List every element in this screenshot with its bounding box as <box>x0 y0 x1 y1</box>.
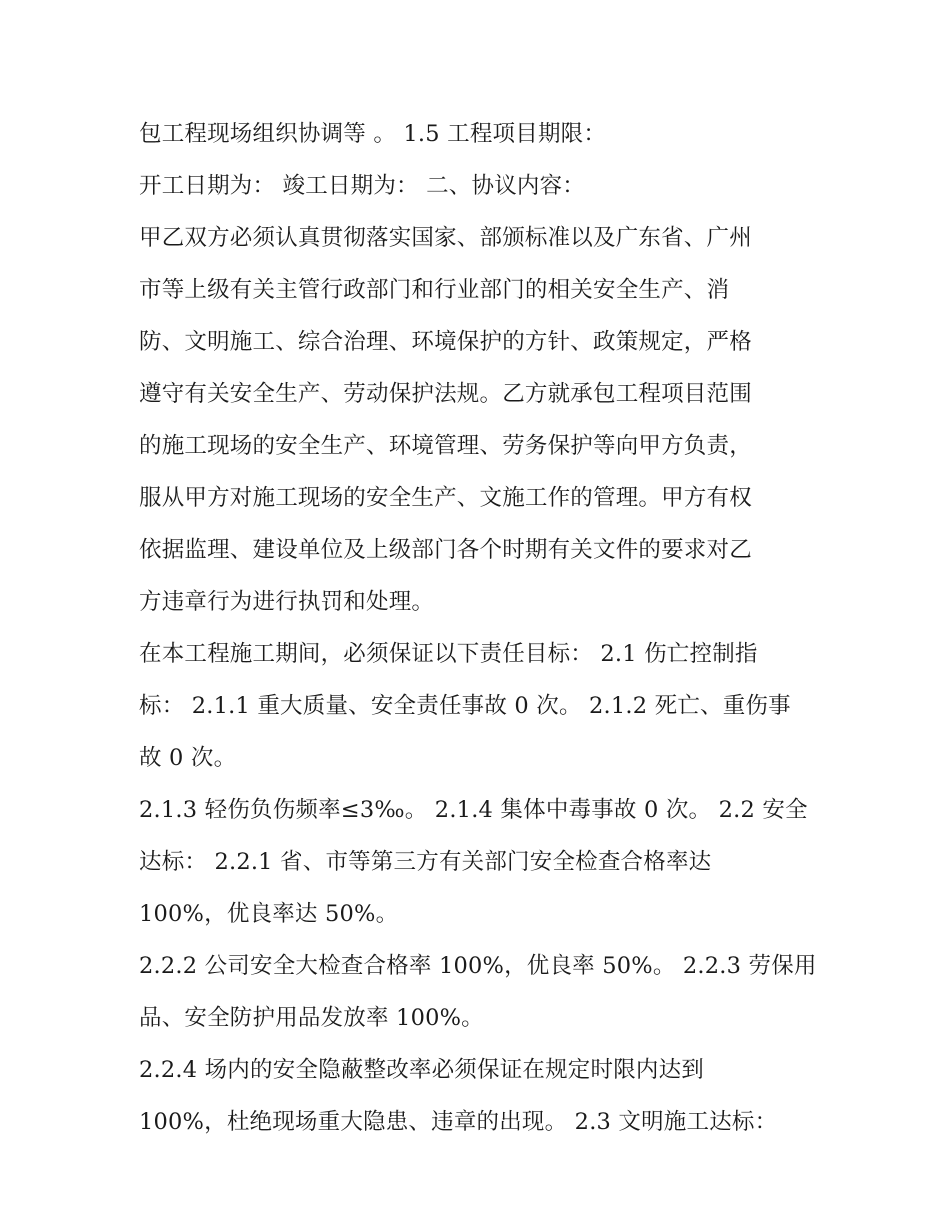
text-line: 2.2.2 公司安全大检查合格率 100%，优良率 50%。 2.2.3 劳保用 <box>139 953 817 979</box>
text-line: 100%，杜绝现场重大隐患、违章的出现。 2.3 文明施工达标： <box>139 1109 778 1135</box>
text-line: 包工程现场组织协调等 。 1.5 工程项目期限： <box>139 121 607 147</box>
text-line: 遵守有关安全生产、劳动保护法规。乙方就承包工程项目范围 <box>139 381 752 407</box>
text-line: 在本工程施工期间，必须保证以下责任目标： 2.1 伤亡控制指 <box>139 641 758 667</box>
text-line: 标： 2.1.1 重大质量、安全责任事故 0 次。 2.1.2 死亡、重伤事 <box>139 693 791 719</box>
text-line: 甲乙双方必须认真贯彻落实国家、部颁标准以及广东省、广州 <box>139 225 752 251</box>
text-line: 故 0 次。 <box>139 745 237 771</box>
text-line: 品、安全防护用品发放率 100%。 <box>139 1005 484 1031</box>
text-line: 服从甲方对施工现场的安全生产、文施工作的管理。甲方有权 <box>139 485 752 511</box>
text-line: 防、文明施工、综合治理、环境保护的方针、政策规定，严格 <box>139 329 752 355</box>
document-body <box>139 108 819 1148</box>
text-line: 市等上级有关主管行政部门和行业部门的相关安全生产、消 <box>139 277 730 303</box>
text-line: 的施工现场的安全生产、环境管理、劳务保护等向甲方负责， <box>139 433 752 459</box>
text-line: 方违章行为进行执罚和处理。 <box>139 589 435 615</box>
text-line: 100%，优良率达 50%。 <box>139 901 399 927</box>
text-line: 依据监理、建设单位及上级部门各个时期有关文件的要求对乙 <box>139 537 752 563</box>
text-line: 2.1.3 轻伤负伤频率≤3‰。 2.1.4 集体中毒事故 0 次。 2.2 安全 <box>139 797 808 823</box>
text-line: 开工日期为： 竣工日期为： 二、协议内容： <box>139 173 586 199</box>
text-line: 2.2.4 场内的安全隐蔽整改率必须保证在规定时限内达到 <box>139 1057 705 1083</box>
text-line: 达标： 2.2.1 省、市等第三方有关部门安全检查合格率达 <box>139 849 712 875</box>
